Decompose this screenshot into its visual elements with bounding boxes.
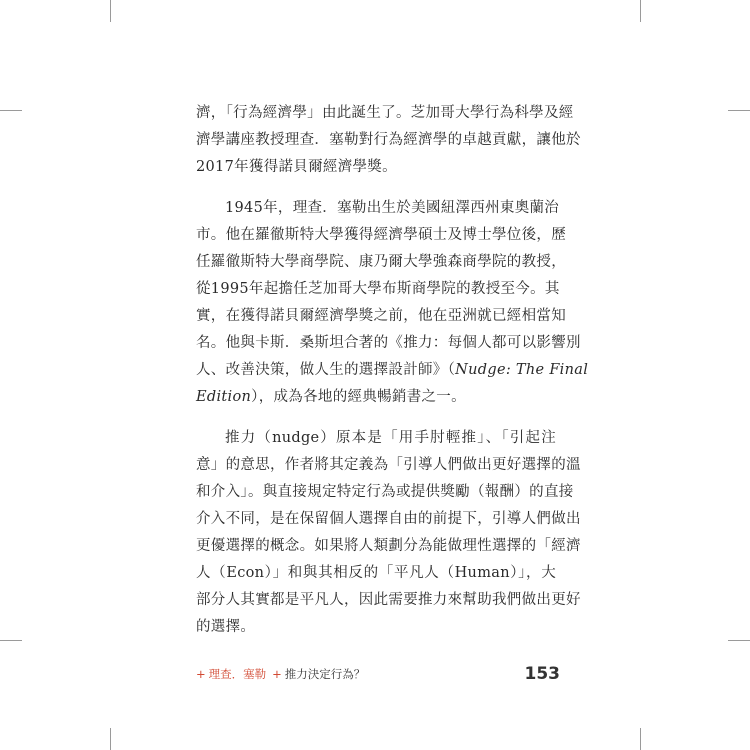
text-line: 的選擇。 xyxy=(196,619,256,635)
text-line: 意」的意思，作者將其定義為「引導人們做出更好選擇的溫 xyxy=(196,457,581,473)
text-line: 推力（nudge）原本是「用手肘輕推」、「引起注 xyxy=(225,430,556,446)
text-line: 1945年，理查．塞勒出生於美國紐澤西州東奧蘭治 xyxy=(225,200,560,216)
running-head xyxy=(196,666,365,682)
crop-mark-top-right xyxy=(640,0,641,22)
crop-mark-top-left xyxy=(110,0,111,22)
paragraph-1 xyxy=(196,100,581,181)
crop-mark-bottom-right xyxy=(640,728,641,750)
paragraph-2 xyxy=(196,195,589,411)
page-footer xyxy=(196,663,560,685)
plus-icon: + xyxy=(272,667,282,681)
text-line xyxy=(196,384,556,411)
crop-mark-left-bottom xyxy=(0,640,22,641)
text-line: 濟，「行為經濟學」由此誕生了。芝加哥大學行為科學及經 xyxy=(196,105,574,121)
text-line: 部分人其實都是平凡人，因此需要推力來幫助我們做出更好 xyxy=(196,592,581,608)
text-line: 名。他與卡斯．桑斯坦合著的《推力：每個人都可以影響別 xyxy=(196,335,581,351)
crop-mark-bottom-left xyxy=(110,728,111,750)
plus-icon: + xyxy=(196,667,206,681)
text-line: 市。他在羅徹斯特大學獲得經濟學碩士及博士學位後，歷 xyxy=(196,227,566,243)
crop-mark-left-top xyxy=(0,110,22,111)
text-line: 2017年獲得諾貝爾經濟學獎。 xyxy=(196,159,397,175)
text-segment: ），成為各地的經典暢銷書之一。 xyxy=(251,389,466,405)
text-line: 介入不同，是在保留個人選擇自由的前提下，引導人們做出 xyxy=(196,511,581,527)
running-head-author: 理查．塞勒 xyxy=(208,667,267,681)
text-line: 和介入」。與直接規定特定行為或提供獎勵（報酬）的直接 xyxy=(196,484,574,500)
text-line: 實，在獲得諾貝爾經濟學獎之前，他在亞洲就已經相當知 xyxy=(196,308,566,324)
paragraph-3 xyxy=(196,425,581,641)
body-text xyxy=(196,100,589,655)
text-line xyxy=(196,357,589,384)
text-line: 濟學講座教授理查．塞勒對行為經濟學的卓越貢獻，讓他於 xyxy=(196,132,581,148)
running-head-chapter: 推力決定行為？ xyxy=(284,667,366,681)
crop-mark-right-bottom xyxy=(728,640,750,641)
text-segment: 人、改善決策，做人生的選擇設計師》（ xyxy=(196,362,456,378)
text-line: 從1995年起擔任芝加哥大學布斯商學院的教授至今。其 xyxy=(196,281,560,297)
text-line: 人（Econ）」和與其相反的「平凡人（Human）」，大 xyxy=(196,565,556,581)
book-title-english: Nudge: The Final xyxy=(455,362,589,378)
text-line: 任羅徹斯特大學商學院、康乃爾大學強森商學院的教授， xyxy=(196,254,566,270)
book-title-english-cont: Edition xyxy=(196,389,252,405)
page-number: 153 xyxy=(524,664,560,684)
crop-mark-right-top xyxy=(728,110,750,111)
text-line: 更優選擇的概念。如果將人類劃分為能做理性選擇的「經濟 xyxy=(196,538,581,554)
